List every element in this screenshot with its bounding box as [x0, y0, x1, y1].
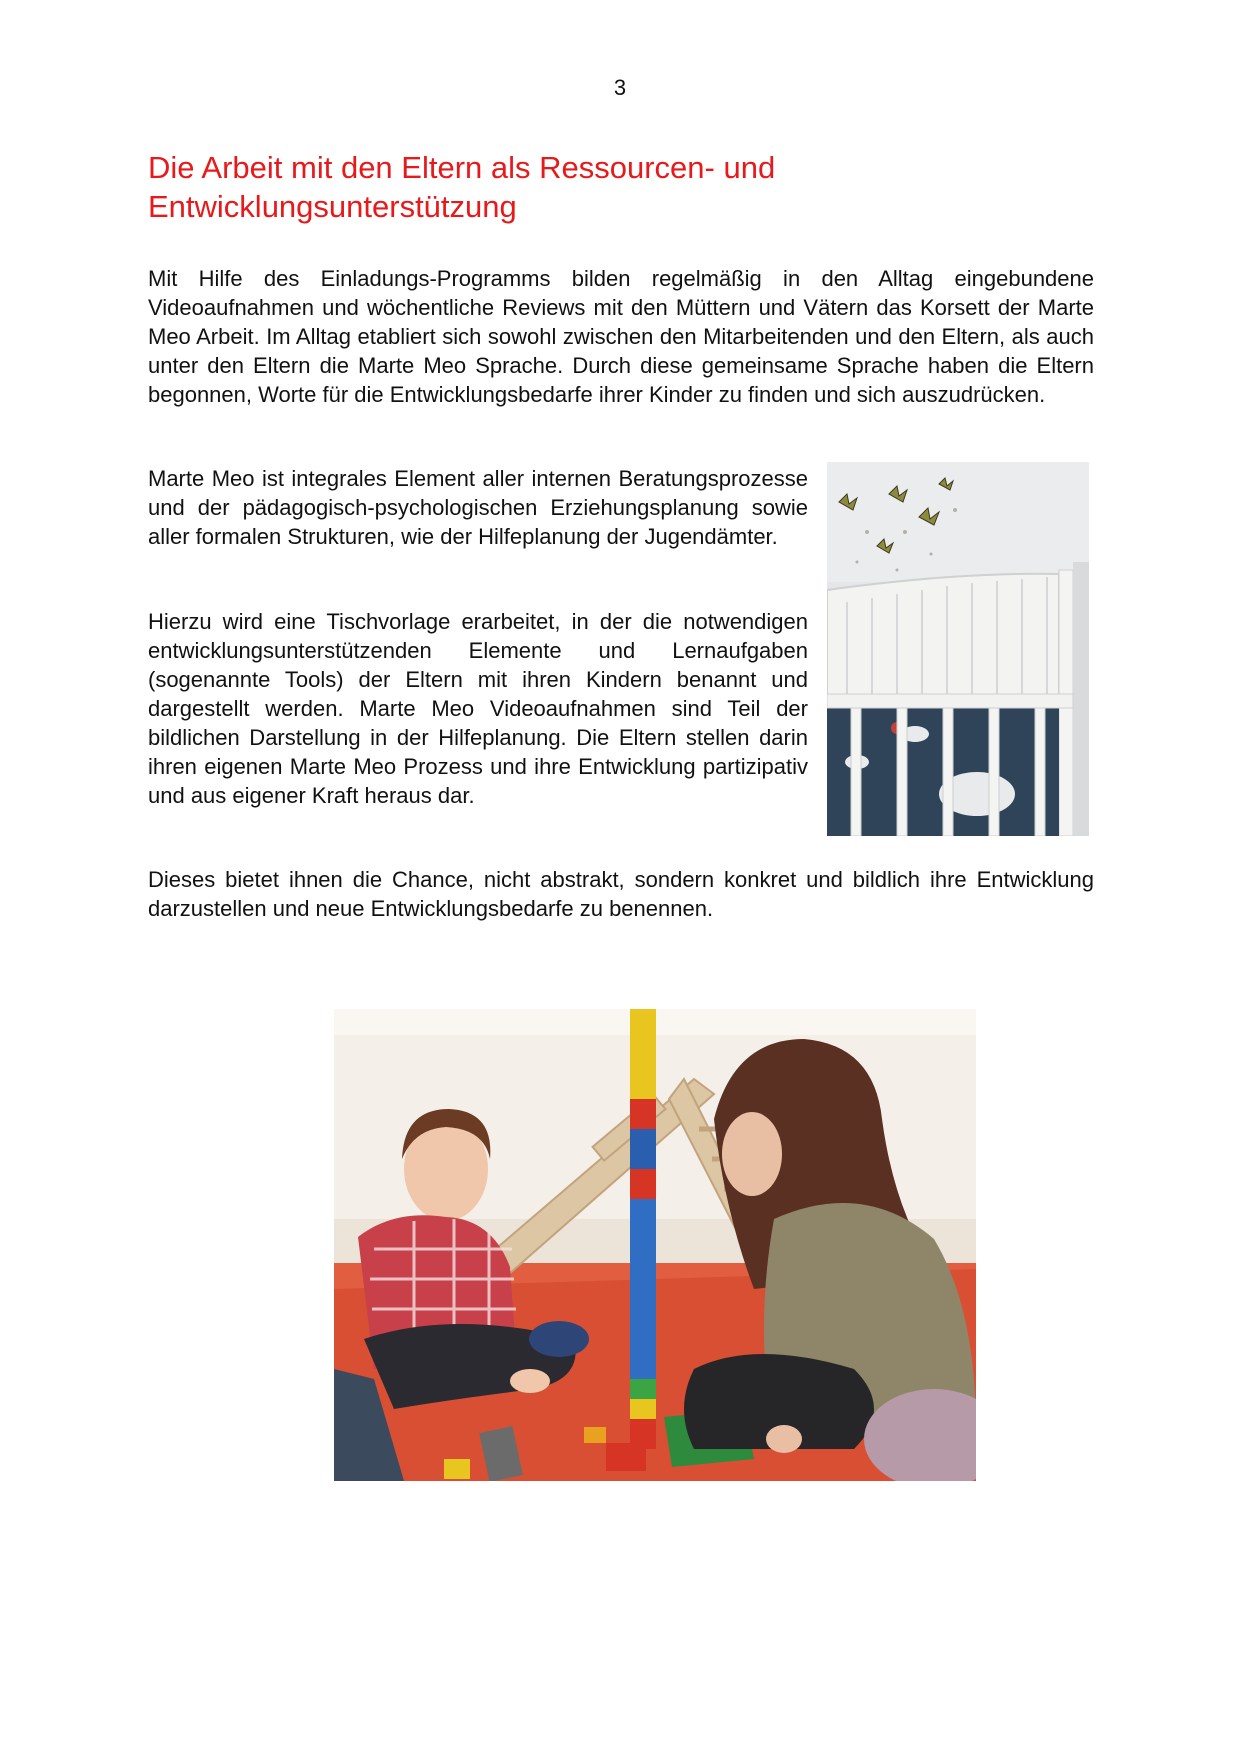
section-heading-line-1: Die Arbeit mit den Eltern als Ressourcen- und [148, 150, 776, 185]
paragraph-tischvorlage: Hierzu wird eine Tischvorlage erarbeitet, in der die notwendigen entwicklungsunterstützenden Elemente und Lernaufgaben (sogenannte Tools) der Eltern mit ihren Kindern benannt und dargestellt werden. Marte Meo Videoaufnahmen sind Teil der bildlichen Darstellung in der Hilfeplanung. Die Eltern stellen darin ihren eigenen Marte Meo Prozess und ihre Entwicklung partizipativ und aus eigener Kraft heraus dar. [148, 609, 808, 808]
crib-photo [827, 462, 1089, 836]
section-heading [148, 148, 1108, 226]
paragraph-chance: Dieses bietet ihnen die Chance, nicht abstrakt, sondern konkret und bildlich ihre Entwicklung darzustellen und neue Entwicklungsbedarfe zu benennen. [148, 867, 1094, 921]
section-heading-line-2: Entwicklungsunterstützung [148, 189, 517, 224]
mother-child-play-photo [334, 1009, 976, 1481]
page-number: 3 [613, 75, 627, 100]
paragraph-marte-meo-element: Marte Meo ist integrales Element aller internen Beratungsprozesse und der pädagogisch-psychologischen Erziehungsplanung sowie aller formalen Strukturen, wie der Hilfeplanung der Jugendämter. [148, 466, 808, 549]
paragraph-intro: Mit Hilfe des Einladungs-Programms bilden regelmäßig in den Alltag eingebundene Videoaufnahmen und wöchentliche Reviews mit den Müttern und Vätern das Korsett der Marte Meo Arbeit. Im Alltag etabliert sich sowohl zwischen den Mitarbeitenden und den Eltern, als auch unter den Eltern die Marte Meo Sprache. Durch diese gemeinsame Sprache haben die Eltern begonnen, Worte für die Entwicklungsbedarfe ihrer Kinder zu finden und sich auszudrücken. [148, 266, 1094, 407]
